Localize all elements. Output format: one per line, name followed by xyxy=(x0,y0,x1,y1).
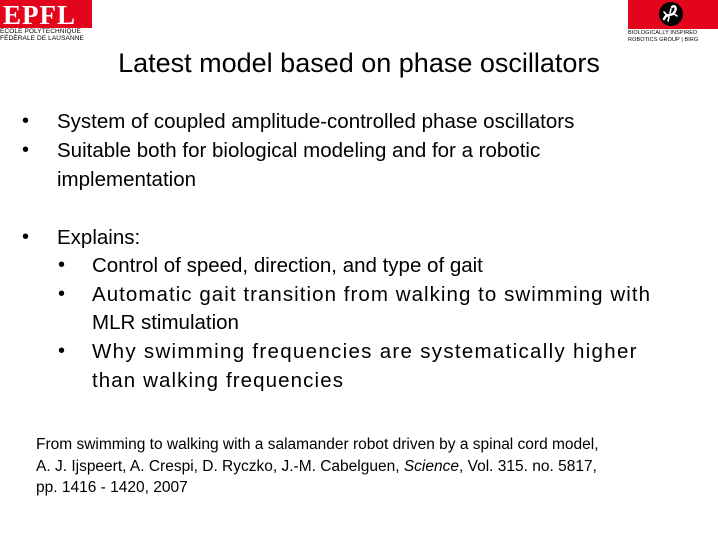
sub-bullet-transition-line1: Automatic gait transition from walking to swimming with xyxy=(92,283,652,306)
sub-bullet-marker: • xyxy=(58,283,66,305)
epfl-logo-line2: FÉDÉRALE DE LAUSANNE xyxy=(0,35,84,42)
bullet-marker: • xyxy=(22,110,30,132)
reference-journal: Science xyxy=(403,457,459,475)
sub-bullet-control: Control of speed, direction, and type of gait xyxy=(92,254,483,277)
reference-authors: A. J. Ijspeert, A. Crespi, D. Ryczko, J.-M. Cabelguen, xyxy=(36,457,404,475)
epfl-logo-wordmark: EPFL xyxy=(3,0,77,30)
salamander-icon xyxy=(628,0,718,29)
sub-bullet-transition-line2: MLR stimulation xyxy=(92,311,239,334)
bullet-explains: Explains: xyxy=(57,226,141,249)
reference-line3: pp. 1416 - 1420, 2007 xyxy=(36,479,188,496)
bullet-marker: • xyxy=(22,139,30,161)
birg-logo-line2: ROBOTICS GROUP | BIRG xyxy=(628,37,699,43)
reference-citation xyxy=(36,434,706,499)
bullet-coupled-oscillators: System of coupled amplitude-controlled phase oscillators xyxy=(57,110,575,133)
reference-line1: From swimming to walking with a salamander robot driven by a spinal cord model, xyxy=(36,436,599,453)
sub-bullet-marker: • xyxy=(58,254,66,276)
epfl-logo-block xyxy=(0,0,92,28)
bullet-suitable-line1: Suitable both for biological modeling and for a robotic xyxy=(57,139,541,162)
birg-logo xyxy=(628,0,718,46)
reference-line2 xyxy=(36,456,706,478)
epfl-logo xyxy=(0,0,92,44)
sub-bullet-frequencies-line1: Why swimming frequencies are systematically higher xyxy=(92,340,638,363)
sub-bullet-marker: • xyxy=(58,340,66,362)
sub-bullet-frequencies-line2: than walking frequencies xyxy=(92,369,345,392)
bullet-marker: • xyxy=(22,226,30,248)
slide-title: Latest model based on phase oscillators xyxy=(118,48,600,78)
birg-logo-block xyxy=(628,0,718,29)
reference-volume: , Vol. 315. no. 5817, xyxy=(458,457,597,475)
epfl-logo-line1: ÉCOLE POLYTECHNIQUE xyxy=(0,28,81,35)
birg-logo-line1: BIOLOGICALLY INSPIRED xyxy=(628,30,698,36)
bullet-suitable-line2: implementation xyxy=(57,168,197,191)
